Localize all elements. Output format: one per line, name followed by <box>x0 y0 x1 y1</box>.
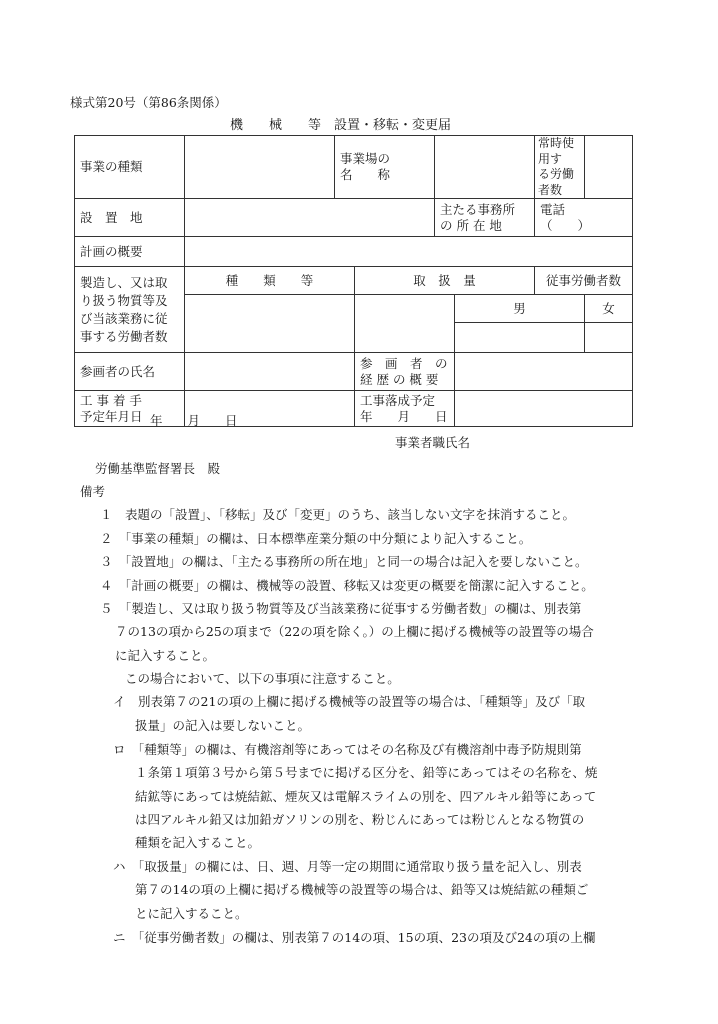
field-participant-career[interactable] <box>455 353 633 391</box>
col-workers: 従事労働者数 <box>535 267 633 295</box>
note-line: ロ 「種類等」の欄は、有機溶剤等にあってはその名称及び有機溶剤中毒予防規則第 <box>113 742 582 757</box>
col-amount: 取 扱 量 <box>355 267 535 295</box>
field-regular-workers[interactable] <box>585 136 633 199</box>
note-line: ハ 「取扱量」の欄には、日、週、月等一定の期間に通常取り扱う量を記入し、別表 <box>113 859 582 874</box>
field-workplace-name[interactable] <box>435 136 535 199</box>
field-participant-name[interactable] <box>185 353 355 391</box>
submission-date: 年 月 日 <box>150 413 238 428</box>
label-substances-workers: 製造し、又は取り扱う物質等及び当該業務に従事する労働者数 <box>75 267 185 353</box>
note-line: ４ 「計画の概要」の欄は、機械等の設置、移転又は変更の概要を簡潔に記入すること。 <box>100 578 594 593</box>
note-line: この場合において、以下の事項に注意すること。 <box>125 671 400 686</box>
note-line: 扱量」の記入は要しないこと。 <box>135 718 311 733</box>
field-plan-overview[interactable] <box>185 237 633 267</box>
label-business-type: 事業の種類 <box>75 136 185 199</box>
field-end-date[interactable] <box>455 391 633 427</box>
note-line: 種類を記入すること。 <box>135 835 261 850</box>
note-line: イ 別表第７の21の項の上欄に掲げる機械等の設置等の場合は、「種類等」及び「取 <box>113 694 586 709</box>
label-regular-workers: 常時使用す る労働者数 <box>535 136 585 199</box>
field-location[interactable] <box>185 199 435 237</box>
note-line: ５ 「製造し、又は取り扱う物質等及び当該業務に従事する労働者数」の欄は、別表第 <box>100 601 582 616</box>
note-line: １条第１項第３号から第５号までに掲げる区分を、鉛等にあってはその名称を、焼 <box>135 765 598 780</box>
label-plan-overview: 計画の概要 <box>75 237 185 267</box>
note-line: １ 表題の「設置」、「移転」及び「変更」のうち、該当しない文字を抹消すること。 <box>100 507 576 522</box>
note-line: とに記入すること。 <box>135 906 248 921</box>
label-start-date: 工 事 着 手 予定年月日 <box>75 391 185 427</box>
note-line: ニ 「従事労働者数」の欄は、別表第７の14の項、15の項、23の項及び24の項の上欄 <box>113 930 596 945</box>
field-female[interactable] <box>585 323 633 353</box>
label-location: 設 置 地 <box>75 199 185 237</box>
field-business-type[interactable] <box>185 136 335 199</box>
label-workplace-name: 事業場の 名 称 <box>335 136 435 199</box>
label-participant-career: 参 画 者 の 経 歴 の 概 要 <box>355 353 455 391</box>
field-phone[interactable]: 電話 （ ） <box>535 199 633 237</box>
field-type[interactable] <box>185 295 355 353</box>
employer-name-label: 事業者職氏名 <box>395 435 471 450</box>
note-line: に記入すること。 <box>115 648 216 663</box>
label-main-office: 主たる事務所 の 所 在 地 <box>435 199 535 237</box>
form-number: 様式第20号（第86条関係） <box>70 95 227 110</box>
addressee: 労働基準監督署長 殿 <box>95 461 221 476</box>
notification-form <box>74 135 633 427</box>
field-male[interactable] <box>455 323 585 353</box>
col-male: 男 <box>455 295 585 323</box>
note-line: は四アルキル鉛又は加鉛ガソリンの別を、粉じんにあっては粉じんとなる物質の <box>135 812 585 827</box>
col-type: 種 類 等 <box>185 267 355 295</box>
note-line: ７の13の項から25の項まで（22の項を除く。）の上欄に掲げる機械等の設置等の場合 <box>115 624 594 639</box>
note-line: ２ 「事業の種類」の欄は、日本標準産業分類の中分類により記入すること。 <box>100 531 532 546</box>
field-amount[interactable] <box>355 295 455 353</box>
label-end-date: 工事落成予定 年 月 日 <box>355 391 455 427</box>
notes-heading: 備考 <box>80 484 106 499</box>
note-line: ３ 「設置地」の欄は、「主たる事務所の所在地」と同一の場合は記入を要しないこと。 <box>100 554 588 569</box>
note-line: 結鉱等にあっては焼結鉱、煙灰又は電解スライムの別を、四アルキル鉛等にあって <box>135 789 597 804</box>
form-title: 機 械 等 設置・移転・変更届 <box>230 118 452 133</box>
label-participant-name: 参画者の氏名 <box>75 353 185 391</box>
col-female: 女 <box>585 295 633 323</box>
note-line: 第７の14の項の上欄に掲げる機械等の設置等の場合は、鉛等又は焼結鉱の種類ご <box>135 882 589 897</box>
